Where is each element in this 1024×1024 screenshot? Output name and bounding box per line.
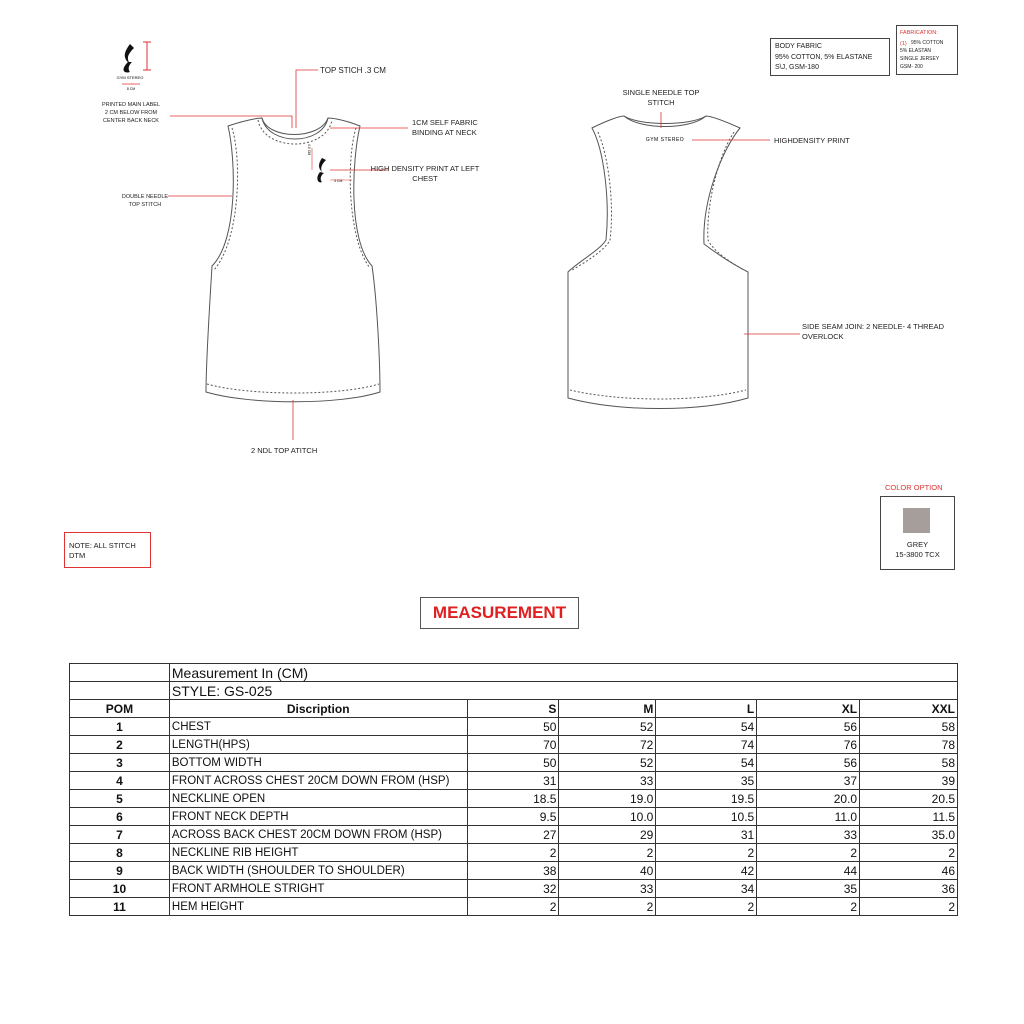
row-value: 35 (656, 772, 757, 790)
callout-high-density: HIGH DENSITY PRINT AT LEFT CHEST (370, 164, 480, 183)
row-value: 2 (559, 844, 656, 862)
row-value: 70 (467, 736, 559, 754)
color-code: 15-3800 TCX (895, 550, 940, 559)
row-description: NECKLINE OPEN (169, 790, 467, 808)
fabrication-line2: 5% ELASTAN (900, 48, 932, 54)
row-value: 52 (559, 754, 656, 772)
row-pom: 5 (70, 790, 170, 808)
row-value: 56 (757, 754, 860, 772)
row-value: 74 (656, 736, 757, 754)
body-fabric-title: BODY FABRIC (775, 43, 822, 50)
row-value: 58 (860, 718, 958, 736)
table-row (70, 862, 958, 880)
fabrication-num: (1) (900, 41, 907, 47)
row-value: 33 (559, 772, 656, 790)
row-value: 2 (757, 898, 860, 916)
header-size-xl: XL (757, 700, 860, 718)
table-style-row (70, 682, 958, 700)
callout-highdensity-print: HIGHDENSITY PRINT (774, 136, 850, 145)
measurement-title-box (420, 597, 579, 629)
row-value: 2 (467, 844, 559, 862)
fabrication-title: FABRICATION: (900, 30, 938, 36)
logo-height-dim: 4.5 CM (307, 144, 311, 156)
row-value: 50 (467, 754, 559, 772)
table-row (70, 718, 958, 736)
row-value: 2 (860, 898, 958, 916)
body-fabric-line1: 95% COTTON, 5% ELASTANE (775, 54, 873, 61)
row-value: 38 (467, 862, 559, 880)
row-value: 58 (860, 754, 958, 772)
fabrication-box (896, 25, 958, 75)
front-tank-outline (206, 118, 380, 402)
logo-wordmark: GYM STEREO (116, 75, 144, 80)
row-value: 10.5 (656, 808, 757, 826)
logo-dim-label: 8 CM (126, 87, 136, 91)
note-text: NOTE: ALL STITCH DTM (69, 541, 136, 560)
back-print-text: GYM STEREO (645, 137, 685, 143)
row-value: 37 (757, 772, 860, 790)
callout-self-fabric: 1CM SELF FABRIC BINDING AT NECK (412, 118, 478, 137)
row-description: CHEST (169, 718, 467, 736)
row-value: 27 (467, 826, 559, 844)
row-pom: 6 (70, 808, 170, 826)
row-description: FRONT ARMHOLE STRIGHT (169, 880, 467, 898)
row-description: ACROSS BACK CHEST 20CM DOWN FROM (HSP) (169, 826, 467, 844)
table-style-label: STYLE: GS-025 (169, 682, 957, 700)
row-description: HEM HEIGHT (169, 898, 467, 916)
header-size-m: M (559, 700, 656, 718)
row-value: 29 (559, 826, 656, 844)
row-value: 50 (467, 718, 559, 736)
row-value: 76 (757, 736, 860, 754)
row-value: 11.0 (757, 808, 860, 826)
row-value: 32 (467, 880, 559, 898)
row-value: 78 (860, 736, 958, 754)
row-value: 46 (860, 862, 958, 880)
row-value: 35 (757, 880, 860, 898)
body-fabric-box (770, 38, 890, 76)
row-pom: 3 (70, 754, 170, 772)
row-value: 11.5 (860, 808, 958, 826)
note-box (64, 532, 151, 568)
row-pom: 11 (70, 898, 170, 916)
fabrication-line1: 95% COTTON (911, 40, 944, 46)
row-value: 33 (559, 880, 656, 898)
table-row (70, 880, 958, 898)
fabrication-line3: SINGLE JERSEY (900, 56, 940, 62)
header-desc: Discription (169, 700, 467, 718)
table-row (70, 790, 958, 808)
row-value: 20.0 (757, 790, 860, 808)
row-pom: 10 (70, 880, 170, 898)
row-value: 2 (757, 844, 860, 862)
back-tank-outline (568, 116, 748, 409)
table-row (70, 808, 958, 826)
row-value: 31 (467, 772, 559, 790)
header-size-l: L (656, 700, 757, 718)
row-value: 2 (656, 898, 757, 916)
header-size-xxl: XXL (860, 700, 958, 718)
table-unit-label: Measurement In (CM) (169, 664, 957, 682)
callout-side-seam: SIDE SEAM JOIN: 2 NEEDLE- 4 THREAD OVERLOCK (802, 322, 944, 341)
row-value: 35.0 (860, 826, 958, 844)
row-value: 2 (467, 898, 559, 916)
row-value: 10.0 (559, 808, 656, 826)
color-swatch (903, 508, 930, 533)
row-value: 19.0 (559, 790, 656, 808)
callout-double-needle: DOUBLE NEEDLE TOP STITCH (121, 194, 169, 208)
row-pom: 7 (70, 826, 170, 844)
table-unit-row (70, 664, 958, 682)
row-value: 44 (757, 862, 860, 880)
row-value: 9.5 (467, 808, 559, 826)
row-value: 19.5 (656, 790, 757, 808)
callout-main-label: PRINTED MAIN LABEL 2 CM BELOW FROM CENTER BACK NECK (101, 102, 161, 124)
row-value: 2 (860, 844, 958, 862)
row-description: LENGTH(HPS) (169, 736, 467, 754)
row-value: 34 (656, 880, 757, 898)
table-row (70, 844, 958, 862)
row-value: 36 (860, 880, 958, 898)
row-value: 31 (656, 826, 757, 844)
row-description: NECKLINE RIB HEIGHT (169, 844, 467, 862)
row-value: 2 (656, 844, 757, 862)
row-value: 18.5 (467, 790, 559, 808)
row-value: 20.5 (860, 790, 958, 808)
fabrication-line4: GSM- 200 (900, 64, 923, 70)
table-row (70, 898, 958, 916)
header-size-s: S (467, 700, 559, 718)
row-value: 40 (559, 862, 656, 880)
row-pom: 9 (70, 862, 170, 880)
color-option-title: COLOR OPTION (885, 483, 943, 492)
measurement-title: MEASUREMENT (432, 603, 567, 622)
row-pom: 2 (70, 736, 170, 754)
row-description: BOTTOM WIDTH (169, 754, 467, 772)
row-description: FRONT NECK DEPTH (169, 808, 467, 826)
logo-width-dim: 3 CM (334, 179, 343, 183)
measurement-table (69, 663, 958, 916)
row-value: 72 (559, 736, 656, 754)
table-row (70, 736, 958, 754)
callout-bottom-stitch: 2 NDL TOP ATITCH (251, 446, 318, 455)
row-value: 56 (757, 718, 860, 736)
body-fabric-line2: S\J, GSM-180 (775, 64, 819, 71)
row-value: 52 (559, 718, 656, 736)
row-value: 42 (656, 862, 757, 880)
row-value: 2 (559, 898, 656, 916)
row-value: 54 (656, 754, 757, 772)
callout-single-needle: SINGLE NEEDLE TOP STITCH (622, 88, 700, 107)
table-row (70, 754, 958, 772)
color-option-box (880, 496, 955, 570)
table-row (70, 772, 958, 790)
header-pom: POM (70, 700, 170, 718)
callout-top-stitch: TOP STICH .3 CM (320, 66, 386, 75)
row-value: 54 (656, 718, 757, 736)
row-description: FRONT ACROSS CHEST 20CM DOWN FROM (HSP) (169, 772, 467, 790)
row-pom: 8 (70, 844, 170, 862)
table-row (70, 826, 958, 844)
row-value: 33 (757, 826, 860, 844)
table-header-row (70, 700, 958, 718)
row-description: BACK WIDTH (SHOULDER TO SHOULDER) (169, 862, 467, 880)
row-pom: 4 (70, 772, 170, 790)
color-name: GREY (906, 540, 929, 549)
row-pom: 1 (70, 718, 170, 736)
row-value: 39 (860, 772, 958, 790)
